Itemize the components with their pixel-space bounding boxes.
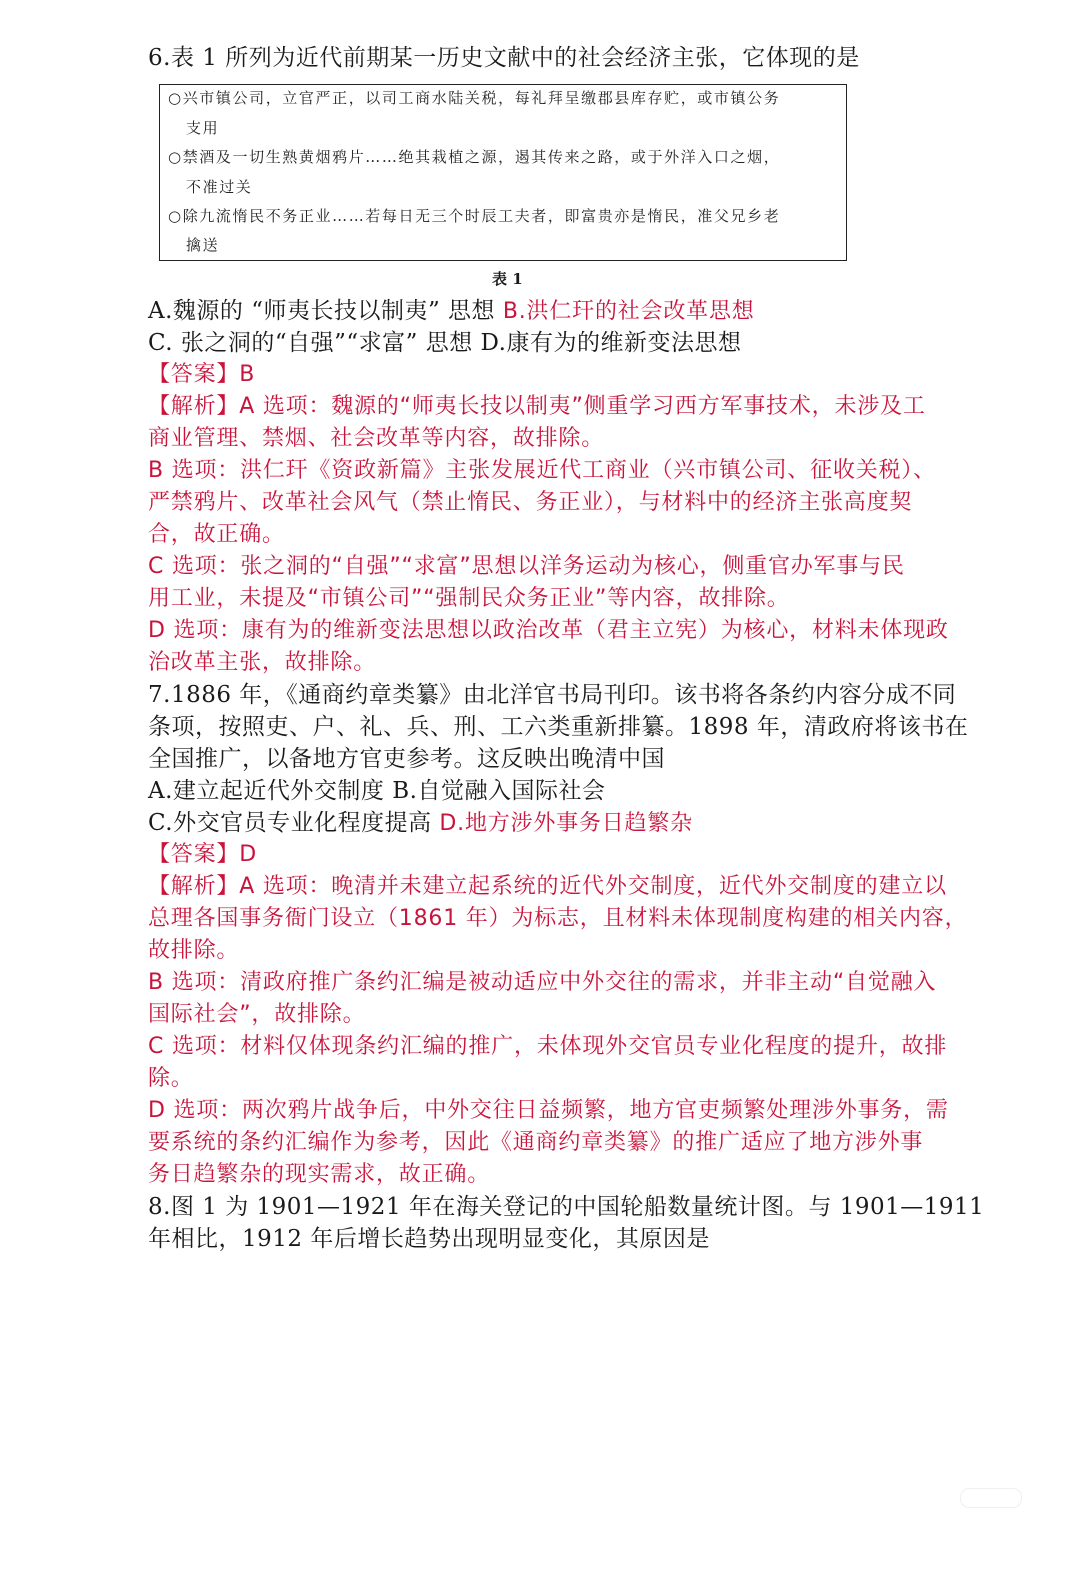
q7-option-d: D.地方涉外事务日趋繁杂 (439, 811, 693, 836)
q7-options-cd (148, 807, 693, 840)
q8-stem-line: 年相比，1912 年后增长趋势出现明显变化，其原因是 (148, 1226, 710, 1252)
table-row: ○兴市镇公司，立官严正，以司工商水陆关税，每礼拜呈缴郡县库存贮，或市镇公务 (168, 89, 781, 107)
q7-analysis-line: 【解析】A 选项：晚清并未建立起系统的近代外交制度，近代外交制度的建立以 (148, 874, 947, 899)
q6-option-b: B.洪仁玕的社会改革思想 (502, 299, 755, 324)
table-row: ○除九流惰民不务正业……若每日无三个时辰工夫者，即富贵亦是惰民，准父兄乡老 (168, 207, 781, 225)
q6-analysis-line: 严禁鸦片、改革社会风气（禁止惰民、务正业），与材料中的经济主张高度契 (148, 490, 913, 515)
q6-analysis-line: 【解析】A 选项：魏源的“师夷长技以制夷”侧重学习西方军事技术，未涉及工 (148, 394, 926, 419)
table-row: 支用 (186, 119, 220, 137)
q7-analysis-line: 国际社会”，故排除。 (148, 1002, 366, 1027)
q7-analysis-line: 要系统的条约汇编作为参考，因此《通商约章类纂》的推广适应了地方涉外事 (148, 1130, 924, 1155)
q6-analysis-line: 用工业，未提及“市镇公司”“强制民众务正业”等内容，故排除。 (148, 586, 790, 611)
q7-analysis-line: 务日趋繁杂的现实需求，故正确。 (148, 1162, 491, 1187)
q6-analysis-line: C 选项：张之洞的“自强”“求富”思想以洋务运动为核心，侧重官办军事与民 (148, 554, 905, 579)
table-row: ○禁酒及一切生熟黄烟鸦片……绝其栽植之源，遏其传来之路，或于外洋入口之烟， (168, 148, 781, 166)
q7-options-ab: A.建立起近代外交制度 B.自觉融入国际社会 (148, 778, 606, 804)
q7-stem-line: 7.1886 年，《通商约章类纂》由北洋官书局刊印。该书将各条约内容分成不同 (148, 682, 957, 708)
q6-stem: 6.表 1 所列为近代前期某一历史文献中的社会经济主张，它体现的是 (148, 45, 860, 71)
q7-analysis-line: 除。 (148, 1066, 194, 1091)
q6-analysis-line: 商业管理、禁烟、社会改革等内容，故排除。 (148, 426, 605, 451)
q6-analysis-line: B 选项：洪仁玕《资政新篇》主张发展近代工商业（兴市镇公司、征收关税）、 (148, 458, 936, 483)
table-caption: 表 1 (492, 270, 523, 288)
q6-analysis-line: 合，故正确。 (148, 522, 285, 547)
q7-stem-line: 全国推广，以备地方官吏参考。这反映出晚清中国 (148, 746, 665, 772)
table-row: 不准过关 (186, 178, 253, 196)
q7-analysis-line: D 选项：两次鸦片战争后，中外交往日益频繁，地方官吏频繁处理涉外事务，需 (148, 1098, 949, 1123)
q7-answer: 【答案】D (148, 842, 257, 867)
q7-analysis-line: B 选项：清政府推广条约汇编是被动适应中外交往的需求，并非主动“自觉融入 (148, 970, 937, 995)
q6-options-ab (148, 295, 755, 328)
q6-analysis-line: D 选项：康有为的维新变法思想以政治改革（君主立宪）为核心，材料未体现政 (148, 618, 949, 643)
q7-analysis-line: 总理各国事务衙门设立（1861 年）为标志，且材料未体现制度构建的相关内容， (148, 906, 968, 931)
q6-option-a: A.魏源的 “师夷长技以制夷” 思想 (148, 298, 496, 324)
table-row: 擒送 (186, 236, 220, 254)
q6-analysis-line: 治改革主张，故排除。 (148, 650, 377, 675)
q7-stem-line: 条项，按照吏、户、礼、兵、刑、工六类重新排纂。1898 年，清政府将该书在 (148, 714, 969, 740)
q7-analysis-line: 故排除。 (148, 938, 240, 963)
q7-option-c: C.外交官员专业化程度提高 (148, 810, 432, 836)
table-1 (159, 84, 847, 261)
q6-options-cd: C. 张之洞的“自强”“求富” 思想 D.康有为的维新变法思想 (148, 330, 742, 356)
q7-analysis-line: C 选项：材料仅体现条约汇编的推广，未体现外交官员专业化程度的提升，故排 (148, 1034, 948, 1059)
q6-answer: 【答案】B (148, 362, 256, 387)
q8-stem-line: 8.图 1 为 1901—1921 年在海关登记的中国轮船数量统计图。与 1901—1911 (148, 1194, 985, 1220)
watermark-logo (960, 1488, 1022, 1508)
